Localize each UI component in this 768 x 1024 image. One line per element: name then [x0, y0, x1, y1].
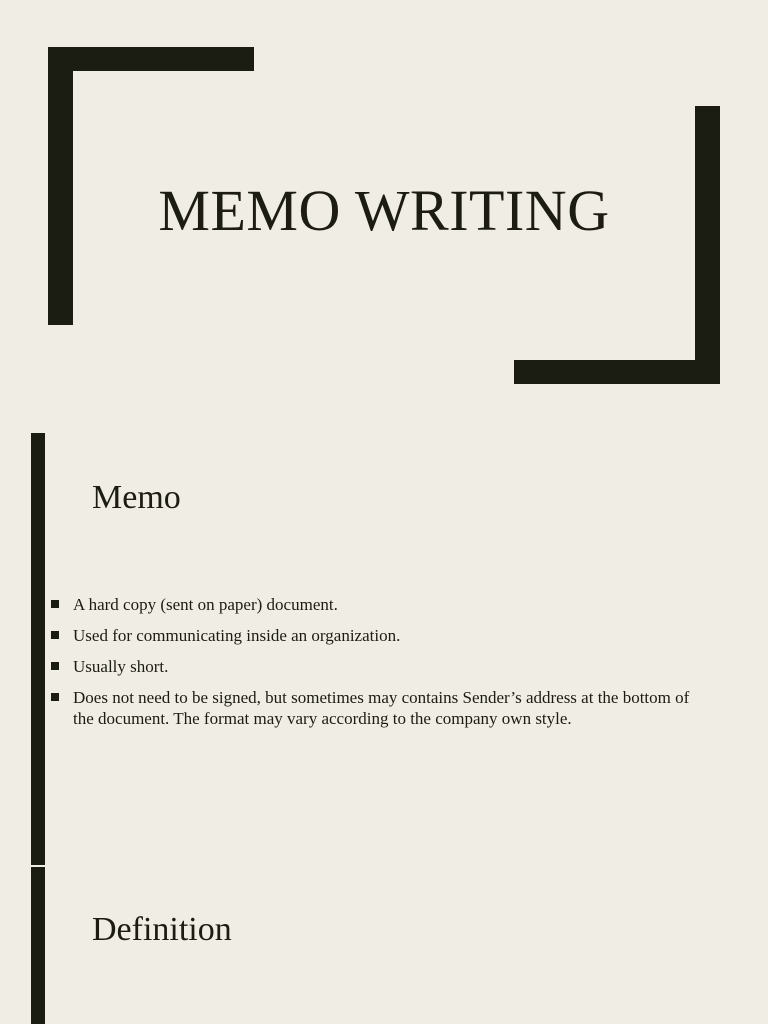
list-item-text: Usually short.: [73, 657, 169, 676]
bracket-bottom-right-horizontal: [514, 360, 720, 384]
slide-accent-bar: [31, 433, 45, 865]
bracket-top-left-horizontal: [48, 47, 254, 71]
list-item: [48, 594, 708, 615]
square-bullet-icon: [51, 693, 59, 701]
square-bullet-icon: [51, 631, 59, 639]
square-bullet-icon: [51, 662, 59, 670]
list-item-text: A hard copy (sent on paper) document.: [73, 595, 338, 614]
slide-title: MEMO WRITING: [158, 178, 610, 243]
square-bullet-icon: [51, 600, 59, 608]
list-item-text: Does not need to be signed, but sometimes may contains Sender’s address at the bottom of the document. The format may vary according to the company own style.: [73, 688, 690, 728]
list-item: [48, 625, 708, 646]
bullet-list: [48, 594, 708, 739]
list-item-text: Used for communicating inside an organization.: [73, 626, 401, 645]
list-item: [48, 656, 708, 677]
slide-heading: Definition: [92, 911, 232, 948]
slide-accent-bar: [31, 867, 45, 1024]
list-item: [48, 687, 708, 729]
slide-heading: Memo: [92, 479, 181, 516]
